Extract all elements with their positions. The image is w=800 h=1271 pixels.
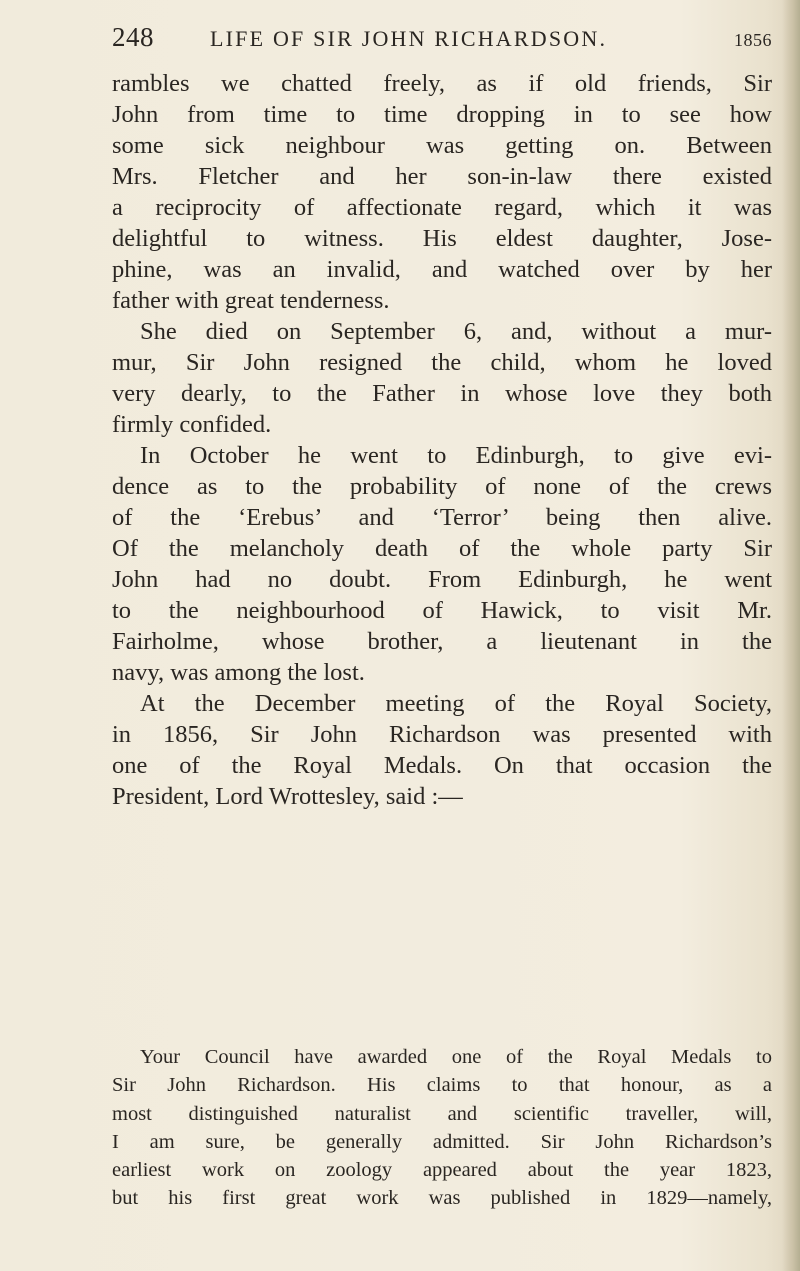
quote-line: but his first great work was published in 1829—namely,	[112, 1187, 772, 1210]
running-header	[112, 22, 772, 62]
text-line: delightful to witness. His eldest daughter, Jose-	[112, 225, 772, 252]
text-line: to the neighbourhood of Hawick, to visit Mr.	[112, 597, 772, 624]
text-line: President, Lord Wrottesley, said :—	[112, 783, 463, 810]
text-line: firmly confided.	[112, 411, 272, 438]
quote-line: most distinguished naturalist and scientific traveller, will,	[112, 1102, 772, 1125]
text-line: Fairholme, whose brother, a lieutenant in the	[112, 628, 772, 655]
text-line: She died on September 6, and, without a mur-	[140, 318, 772, 345]
text-line: John from time to time dropping in to see how	[112, 101, 772, 128]
quote-line: Sir John Richardson. His claims to that honour, as a	[112, 1074, 772, 1097]
page-number: 248	[112, 22, 154, 52]
quote-line: I am sure, be generally admitted. Sir John Richardson’s	[112, 1130, 772, 1153]
text-line: father with great tenderness.	[112, 287, 390, 314]
text-line: mur, Sir John resigned the child, whom he loved	[112, 349, 772, 376]
text-line: one of the Royal Medals. On that occasion the	[112, 752, 772, 779]
text-line: In October he went to Edinburgh, to give evi-	[140, 442, 772, 469]
text-line: Mrs. Fletcher and her son-in-law there existed	[112, 163, 772, 190]
text-line: very dearly, to the Father in whose love they both	[112, 380, 772, 407]
body-text	[112, 68, 772, 812]
text-line: dence as to the probability of none of the crews	[112, 473, 772, 500]
page-edge-shadow	[782, 0, 800, 1271]
header-year: 1856	[734, 30, 772, 50]
text-line: Of the melancholy death of the whole party Sir	[112, 535, 772, 562]
quote-line: earliest work on zoology appeared about the year 1823,	[112, 1159, 772, 1182]
text-line: navy, was among the lost.	[112, 659, 365, 686]
text-line: At the December meeting of the Royal Society,	[140, 690, 772, 717]
text-line: in 1856, Sir John Richardson was presented with	[112, 721, 772, 748]
text-line: some sick neighbour was getting on. Between	[112, 132, 772, 159]
running-title: LIFE OF SIR JOHN RICHARDSON.	[210, 26, 608, 51]
text-line: a reciprocity of affectionate regard, which it was	[112, 194, 772, 221]
text-line: John had no doubt. From Edinburgh, he went	[112, 566, 772, 593]
text-line: of the ‘Erebus’ and ‘Terror’ being then alive.	[112, 504, 772, 531]
text-line: rambles we chatted freely, as if old friends, Sir	[112, 70, 772, 97]
text-line: phine, was an invalid, and watched over by her	[112, 256, 772, 283]
quote-line: Your Council have awarded one of the Royal Medals to	[140, 1046, 772, 1068]
block-quote	[112, 1043, 772, 1213]
